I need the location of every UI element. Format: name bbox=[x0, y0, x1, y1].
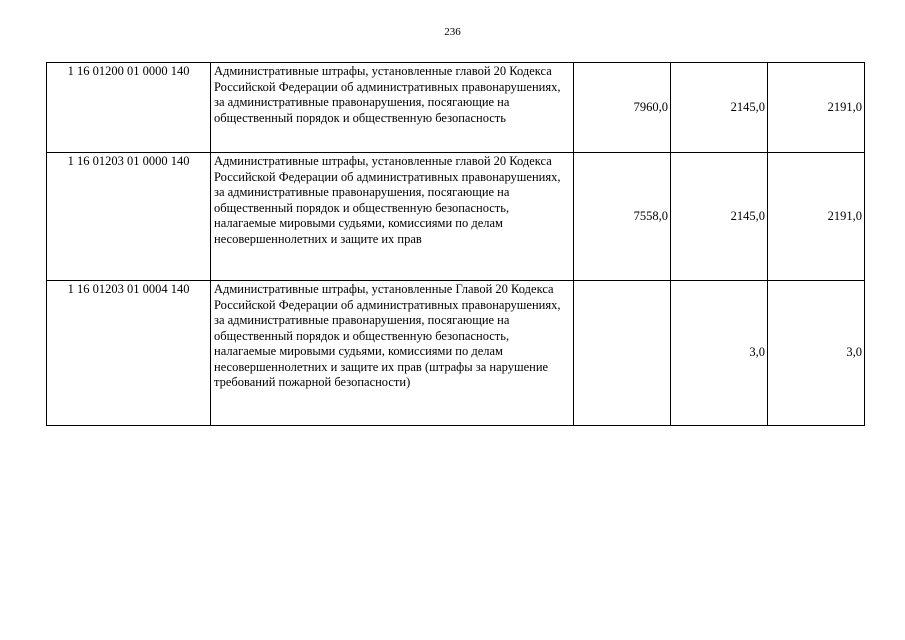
table-row bbox=[47, 281, 865, 426]
amount-cell-2: 3,0 bbox=[671, 281, 768, 426]
table-row bbox=[47, 153, 865, 281]
budget-code-cell: 1 16 01200 01 0000 140 bbox=[47, 63, 211, 153]
amount-cell-2: 2145,0 bbox=[671, 63, 768, 153]
budget-code-cell: 1 16 01203 01 0000 140 bbox=[47, 153, 211, 281]
budget-table bbox=[46, 62, 865, 426]
page-number: 236 bbox=[444, 26, 461, 38]
amount-cell-3: 2191,0 bbox=[768, 63, 865, 153]
amount-cell-1 bbox=[574, 281, 671, 426]
description-cell: Административные штрафы, установленные Главой 20 Кодекса Российской Федерации об административных правонарушениях, за административные правонарушения, посягающие на общественный порядок и общественную безопасность, налагаемые мировыми судьями, комиссиями по делам несовершеннолетних и защите их прав (штрафы за нарушение требований пожарной безопасности) bbox=[211, 281, 574, 426]
description-cell: Административные штрафы, установленные главой 20 Кодекса Российской Федерации об административных правонарушениях, за административные правонарушения, посягающие на общественный порядок и общественную безопасность bbox=[211, 63, 574, 153]
amount-cell-3: 3,0 bbox=[768, 281, 865, 426]
budget-code-cell: 1 16 01203 01 0004 140 bbox=[47, 281, 211, 426]
amount-cell-1: 7960,0 bbox=[574, 63, 671, 153]
description-cell: Административные штрафы, установленные главой 20 Кодекса Российской Федерации об административных правонарушениях, за административные правонарушения, посягающие на общественный порядок и общественную безопасность, налагаемые мировыми судьями, комиссиями по делам несовершеннолетних и защите их прав bbox=[211, 153, 574, 281]
amount-cell-2: 2145,0 bbox=[671, 153, 768, 281]
amount-cell-1: 7558,0 bbox=[574, 153, 671, 281]
table-row bbox=[47, 63, 865, 153]
amount-cell-3: 2191,0 bbox=[768, 153, 865, 281]
